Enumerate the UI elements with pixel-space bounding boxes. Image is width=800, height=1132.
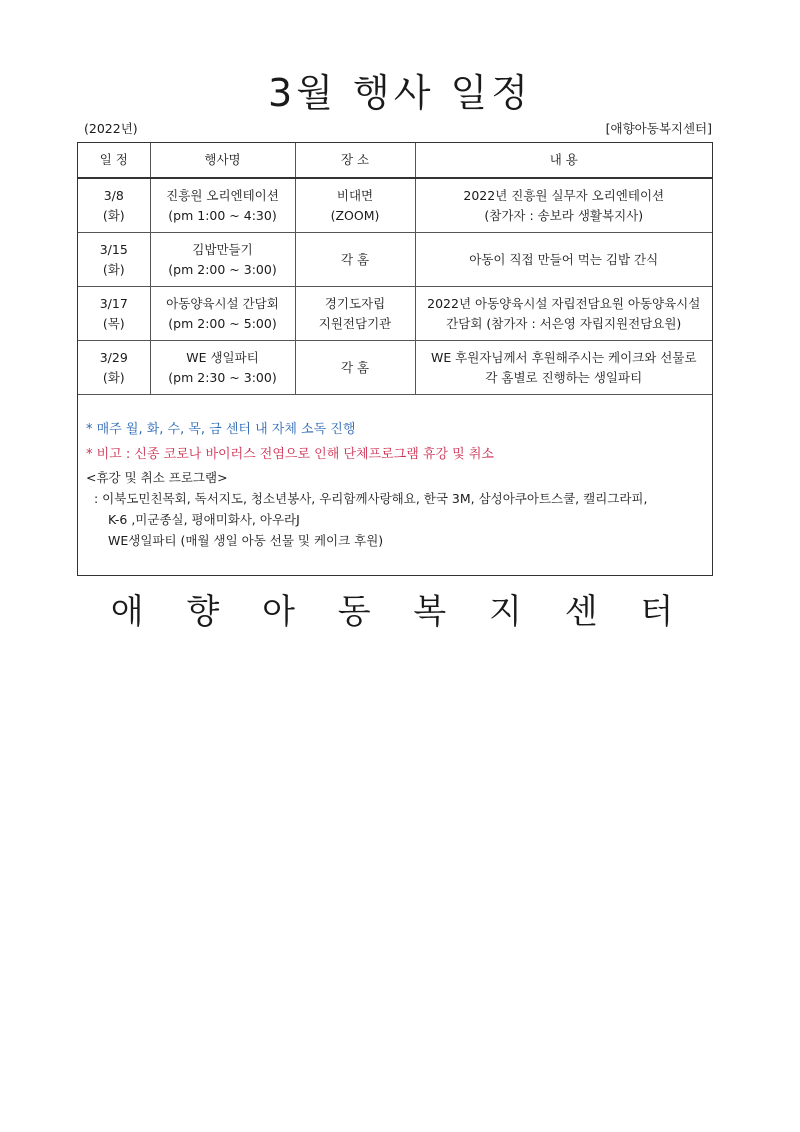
header-place: 장 소 (295, 143, 415, 178)
day: (목) (102, 315, 125, 331)
content-line: (참가자 : 송보라 생활복지사) (484, 207, 644, 223)
cell-content (415, 341, 712, 395)
suspended-programs-line: : 이북도민친목회, 독서지도, 청소년봉사, 우리함께사랑해요, 한국 3M, 삼성아쿠아트스쿨, 캘리그라피, (94, 491, 648, 506)
day: (화) (102, 261, 125, 277)
event-time: (pm 1:00 ~ 4:30) (168, 207, 277, 223)
place-line: 각 홈 (340, 251, 370, 267)
content-line: 2022년 아동양육시설 자립전담요원 아동양육시설 (427, 295, 701, 311)
page-title: 3월 행사 일정 (268, 71, 532, 115)
cell-date (78, 178, 150, 233)
cell-date (78, 287, 150, 341)
cell-event (150, 233, 295, 287)
date: 3/17 (99, 295, 128, 311)
event-name: WE 생일파티 (186, 349, 259, 365)
year-label: (2022년) (84, 121, 138, 136)
event-time: (pm 2:00 ~ 3:00) (168, 261, 277, 277)
event-time: (pm 2:30 ~ 3:00) (168, 369, 277, 385)
notes-section (78, 395, 712, 551)
place-line: 비대면 (336, 187, 374, 203)
suspended-programs-line: WE생일파티 (매월 생일 아동 선물 및 케이크 후원) (108, 533, 384, 548)
place-line: (ZOOM) (330, 207, 380, 223)
content-line: 아동이 직접 만들어 먹는 김밥 간식 (469, 251, 659, 267)
event-name: 아동양육시설 간담회 (166, 295, 279, 311)
date: 3/8 (103, 187, 124, 203)
cell-place (295, 341, 415, 395)
schedule-frame (77, 142, 713, 576)
cell-content (415, 178, 712, 233)
table-row (78, 287, 712, 341)
suspended-programs-line: K-6 ,미군종실, 평애미화사, 아우라J (108, 512, 300, 527)
cell-event (150, 287, 295, 341)
day: (화) (102, 207, 125, 223)
table-row (78, 341, 712, 395)
cell-date (78, 233, 150, 287)
table-row (78, 233, 712, 287)
cell-place (295, 287, 415, 341)
organization-label: [애향아동복지센터] (605, 121, 712, 136)
place-line: 경기도자립 (324, 295, 386, 311)
content-line: 간담회 (참가자 : 서은영 자립지원전담요원) (446, 315, 682, 331)
header-date: 일 정 (78, 143, 150, 178)
event-name: 김밥만들기 (192, 241, 253, 257)
table-row (78, 178, 712, 233)
place-line: 각 홈 (340, 359, 370, 375)
remark-note: * 비고 : 신종 코로나 바이러스 전염으로 인해 단체프로그램 휴강 및 취소 (86, 447, 494, 462)
day: (화) (102, 369, 125, 385)
disinfection-note: * 매주 월, 화, 수, 목, 금 센터 내 자체 소독 진행 (86, 422, 356, 437)
content-line: WE 후원자님께서 후원해주시는 케이크와 선물로 (430, 349, 697, 365)
date: 3/29 (99, 349, 128, 365)
cell-content (415, 233, 712, 287)
cell-place (295, 178, 415, 233)
place-line: 지원전담기관 (318, 315, 392, 331)
cell-place (295, 233, 415, 287)
header-event-name: 행사명 (150, 143, 295, 178)
cell-event (150, 178, 295, 233)
header-content: 내 용 (415, 143, 712, 178)
content-line: 각 홈별로 진행하는 생일파티 (485, 369, 643, 385)
event-name: 진흥원 오리엔테이션 (166, 187, 279, 203)
date: 3/15 (99, 241, 128, 257)
cell-event (150, 341, 295, 395)
cell-date (78, 341, 150, 395)
footer-organization-name: 애 향 아 동 복 지 센 터 (110, 592, 690, 632)
schedule-table (78, 143, 712, 395)
content-line: 2022년 진흥원 실무자 오리엔테이션 (463, 187, 665, 203)
event-time: (pm 2:00 ~ 5:00) (168, 315, 277, 331)
cell-content (415, 287, 712, 341)
table-header-row (78, 143, 712, 178)
suspended-programs-header: <휴강 및 취소 프로그램> (86, 470, 228, 485)
